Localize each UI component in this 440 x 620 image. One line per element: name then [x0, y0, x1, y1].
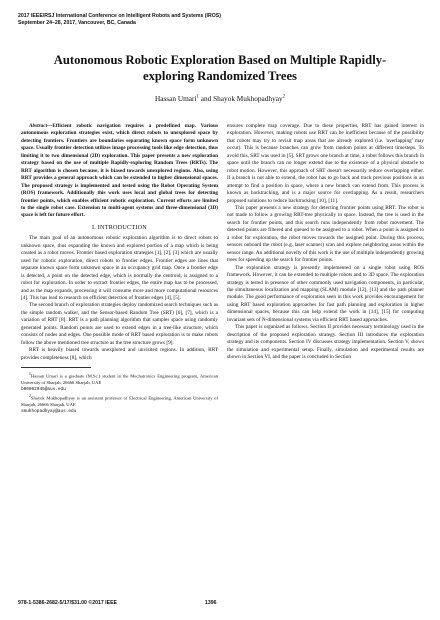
section-heading-introduction: I. INTRODUCTION	[92, 223, 147, 231]
author-conjunction: and	[198, 94, 214, 103]
conference-line-1: 2017 IEEE/RSJ International Conference on Intelligent Robots and Systems (IROS)	[18, 13, 221, 19]
author-2-affiliation-mark: 2	[282, 94, 286, 100]
footnote-1-text: Hassan Umari is a graduate (M.Sc.) student in the Mechatronics Engineering program, American University of Sharjah, 26666 Sharjah, UAE	[21, 373, 218, 385]
body-paragraph-2: This paper presents a new strategy for detecting frontier points using RRT. The robot is not made to follow a growing RRT-tree physically in space. Instead, the tree is used in the search for frontier points, and this search runs independently from robot movement. The detected points are filtered and queued to be assigned to a robot. When a point is assigned to a robot for exploration, the robot moves towards the assigned point. During this process, sensors onboard the robot (e.g. laser scanner) scan and explore neighboring areas within the sensor range. An additional novelty of this work is the use of multiple independently growing trees for speeding up the search for frontier points.	[227, 204, 424, 264]
right-column	[227, 123, 424, 362]
footnote-2-email[interactable]: smukhopadhyay@aus.edu	[21, 409, 77, 415]
author-1-affiliation-mark: 1	[196, 94, 199, 100]
abstract	[21, 123, 218, 220]
conference-header	[18, 13, 318, 28]
footnote-divider	[21, 367, 91, 368]
intro-paragraph-3: RRT is heavily biased towards unexplored and unvisited regions. In addition, RRT provides completeness [8], which	[21, 347, 218, 361]
abstract-text: —Efficient robotic navigation requires a predefined map. Various autonomous exploration strategies exist, which direct robots to unexplored space by detecting frontiers. Frontiers are boundaries separating known space form unknown space. Usually frontier detection utilizes image processing tools like edge detection, thus limiting it to two dimensional (2D) exploration. This paper presents a new exploration strategy based on the use of multiple Rapidly-exploring Random Trees (RRTs). The RRT algorithm is chosen because, it is biased towards unexplored regions. Also, using RRT provides a general approach which can be extended to higher dimensional spaces. The proposed strategy is implemented and tested using the Robot Operating System (ROS) framework. Additionally this work uses local and global trees for detecting frontier points, which enables efficient robotic exploration. Current efforts are limited to the single robot case. Extension to multi-agent systems and three-dimensional (3D) space is left for future effort.	[21, 123, 218, 219]
body-paragraph-4: This paper is organized as follows. Section II provides necessary terminology used in the description of the proposed exploration strategy. Section III introduces the exploration strategy and its components. Section IV discusses strategy implementation. Section V, shows the simulation and experimental setup. Finally, simulation and experimental results are shown in Section VI, and the paper is concluded in Section	[227, 324, 424, 361]
footnote-2	[21, 393, 218, 415]
body-paragraph-1: ensures complete map coverage. Due to these properties, RRT has gained interest in exploration. However, making robots use RRT can be inefficient because of the possibility that robots may try to revisit map areas that are already explored (i.e. 'overlapping' may occur). This is because branches can grow from random points at different timesteps. To avoid this, SRT was used in [5]. SRT grows one branch at time, a robot follows this branch in space until the branch can no longer extend due to the existence of a physical obstacle to robot motion. However, this approach of SRT doesn't necessarily reduce overlapping either. If a branch is not able to extend, the robot has to go back and track previous positions in an attempt to find a position in space, where a new branch can extend from. This process is known as backtracking, and is a major source for overlapping. As a result, researchers proposed solutions to reduce backtracking [10], [11].	[227, 123, 424, 204]
body-paragraph-3: The exploration strategy is presently implemented on a single robot using ROS framework. However, it can be extended to multiple robots and to 3D space. The exploration strategy is tested in presence of other commonly used navigation components, in particular, the simultaneous localization and mapping (SLAM) module [12], [13] and the path planner module. The good performance of exploration seen in this work provides encouragement for using RRT based exploration approaches for fast path planning and exploration in higher dimensional spaces, because this can help extend the work in [14], [15] for computing invariant sets of N-dimensional systems via efficient RRT based approaches.	[227, 264, 424, 323]
author-1: Hassan Umari	[154, 94, 197, 103]
footnote-1-email[interactable]: b00062945@aus.edu	[21, 386, 66, 392]
author-line	[0, 94, 440, 103]
abstract-label: Abstract	[29, 123, 48, 129]
footnote-2-text: Shayok Mukhopadhyay is an assistant professor of Electrical Engineering, American University of Sharjah, 26666 Sharjah, UAE	[21, 395, 218, 407]
conference-line-2: September 24–28, 2017, Vancouver, BC, Canada	[18, 20, 136, 27]
left-column	[21, 123, 218, 415]
intro-paragraph-2: The second branch of exploration strategies deploy randomized search techniques such as the simple random walker, and the Sensor-based Random Tree (SRT) [6], [7], which is a variation of RRT [8]. RRT is a path planning algorithm that samples space using randomly generated points. Random points are used to extend edges in a tree-like structure, which consists of nodes and edges. One possible mode of RRT based exploration is to make robots follow the above mentioned tree structure as the tree structure grows [9].	[21, 302, 218, 346]
page-number: 1396	[205, 600, 217, 606]
footer-copyright: 978-1-5386-2682-5/17/$31.00 ©2017 IEEE	[18, 600, 118, 606]
author-2: Shayok Mukhopadhyay	[213, 94, 283, 103]
footnote-1	[21, 371, 218, 393]
footnote-1-mark: 1	[29, 372, 31, 377]
intro-paragraph-1: The main goal of an autonomous robotic exploration algorithm is to direct robots to unknown space, thus expanding the known and explored portion of a map which is being created as a robot moves. Frontier based exploration strategies [1], [2], [3] which are usually used for robotic exploration, direct robots to frontier edges. Frontier edges are lines that separate known space form unknown space in an occupancy grid map. Once a frontier edge is detected, a point on the detected edge, which is normally the centroid, is assigned to a robot for exploration. In order to extract frontier edges, the entire map has to be processed, and as the map expands, processing it will consume more and more computational resources [4]. This has lead to research on efficient detection of frontier edges [4], [5].	[21, 235, 218, 301]
footnote-2-mark: 2	[29, 394, 31, 399]
paper-title: Autonomous Robotic Exploration Based on Multiple Rapidly-exploring Randomized Trees	[53, 53, 387, 83]
